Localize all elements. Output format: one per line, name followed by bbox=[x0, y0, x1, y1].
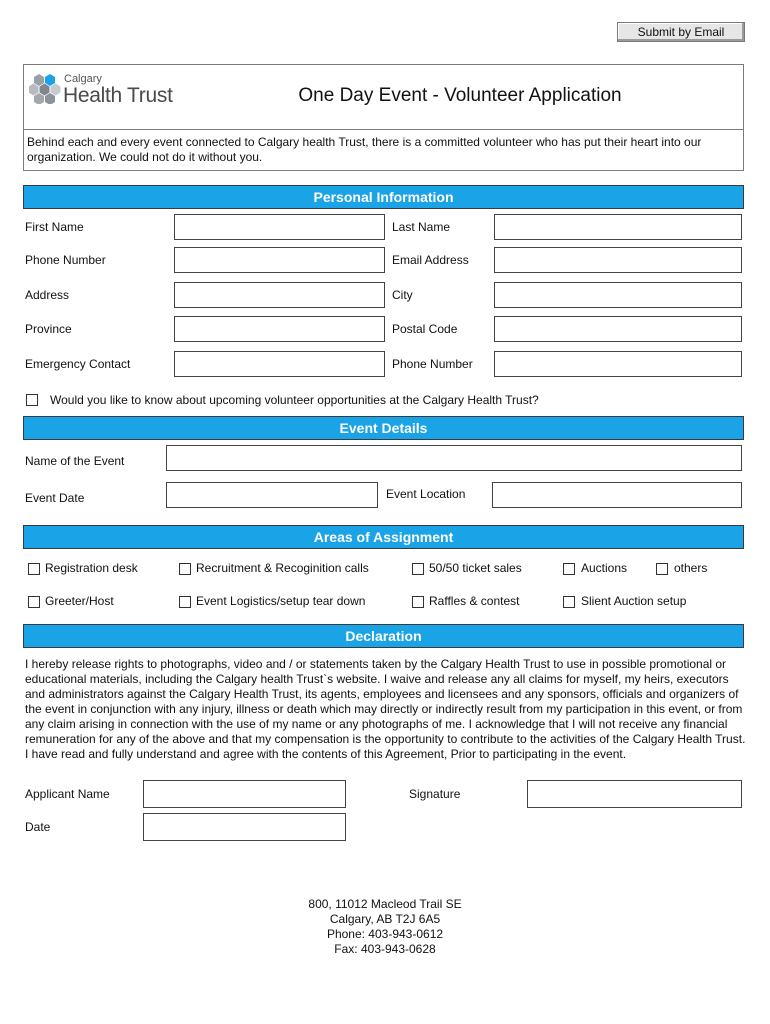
raffles-contest-label: Raffles & contest bbox=[429, 594, 520, 608]
address-input[interactable] bbox=[174, 282, 385, 308]
applicant-name-input[interactable] bbox=[143, 780, 346, 808]
date-label: Date bbox=[25, 820, 51, 834]
logo-calgary-text: Calgary bbox=[64, 73, 102, 85]
greeter-host-label: Greeter/Host bbox=[45, 594, 114, 608]
event-date-label: Event Date bbox=[25, 491, 85, 505]
event-location-label: Event Location bbox=[386, 487, 466, 501]
province-input[interactable] bbox=[174, 316, 385, 342]
emergency-phone-input[interactable] bbox=[494, 351, 742, 377]
page-title: One Day Event - Volunteer Application bbox=[298, 85, 622, 106]
email-label: Email Address bbox=[392, 253, 469, 267]
first-name-label: First Name bbox=[25, 220, 84, 234]
ticket-sales-label: 50/50 ticket sales bbox=[429, 561, 522, 575]
city-input[interactable] bbox=[494, 282, 742, 308]
opportunities-checkbox[interactable] bbox=[26, 394, 38, 406]
declaration-text: I hereby release rights to photographs, video and / or statements taken by the Calgary Health Trust to use in possible promotional or educational materials, including the Calgary health Trust`s website. I waive and release any all claims for myself, my heirs, executors and administrators against the Calgary Health Trust, its agents, employees and licensees and any sponsors, officials and organizers of the event in conjunction with any injury, illness or death which may directly or indirectly result from my participation in this event, or from any claim arising in connection with the use of my name or any photographs of me. I acknowledge that I will not receive any financial remuneration for any of the above and that my compensation is the opportunity to contribute to the activities of the Calgary Health Trust. I have read and fully understand and agree with the contents of this Agreement, Prior to participating in the event. bbox=[25, 657, 746, 761]
phone-label: Phone Number bbox=[25, 253, 106, 267]
emergency-phone-label: Phone Number bbox=[392, 357, 473, 371]
emergency-contact-input[interactable] bbox=[174, 351, 385, 377]
raffles-contest-checkbox[interactable] bbox=[412, 596, 424, 608]
date-input[interactable] bbox=[143, 813, 346, 841]
event-location-input[interactable] bbox=[492, 482, 742, 508]
postal-code-input[interactable] bbox=[494, 316, 742, 342]
recruitment-calls-label: Recruitment & Recoginition calls bbox=[196, 561, 369, 575]
section-event-details: Event Details bbox=[23, 416, 744, 440]
emergency-contact-label: Emergency Contact bbox=[25, 357, 131, 371]
ticket-sales-checkbox[interactable] bbox=[412, 563, 424, 575]
registration-desk-checkbox[interactable] bbox=[28, 563, 40, 575]
silent-auction-label: Slient Auction setup bbox=[581, 594, 687, 608]
last-name-label: Last Name bbox=[392, 220, 451, 234]
address-label: Address bbox=[25, 288, 70, 302]
logo-health-trust-text: Health Trust bbox=[63, 84, 173, 107]
silent-auction-checkbox[interactable] bbox=[563, 596, 575, 608]
email-input[interactable] bbox=[494, 247, 742, 273]
opportunities-label: Would you like to know about upcoming volunteer opportunities at the Calgary Health Trust? bbox=[50, 393, 539, 407]
auctions-label: Auctions bbox=[581, 561, 628, 575]
applicant-name-label: Applicant Name bbox=[25, 787, 110, 801]
event-logistics-checkbox[interactable] bbox=[179, 596, 191, 608]
section-areas-of-assignment: Areas of Assignment bbox=[23, 525, 744, 549]
signature-label: Signature bbox=[409, 787, 461, 801]
footer-line-city: Calgary, AB T2J 6A5 bbox=[329, 912, 441, 926]
footer-line-fax: Fax: 403-943-0628 bbox=[334, 942, 436, 956]
section-personal-information: Personal Information bbox=[23, 185, 744, 209]
logo-hexagons-icon bbox=[29, 72, 63, 104]
signature-input[interactable] bbox=[527, 780, 742, 808]
postal-code-label: Postal Code bbox=[392, 322, 458, 336]
last-name-input[interactable] bbox=[494, 214, 742, 240]
others-label: others bbox=[674, 561, 708, 575]
footer-address bbox=[0, 897, 770, 957]
submit-by-email-button[interactable]: Submit by Email bbox=[617, 22, 745, 42]
first-name-input[interactable] bbox=[174, 214, 385, 240]
event-name-label: Name of the Event bbox=[25, 454, 125, 468]
greeter-host-checkbox[interactable] bbox=[28, 596, 40, 608]
others-checkbox[interactable] bbox=[656, 563, 668, 575]
event-name-input[interactable] bbox=[166, 445, 742, 471]
auctions-checkbox[interactable] bbox=[563, 563, 575, 575]
city-label: City bbox=[392, 288, 413, 302]
recruitment-calls-checkbox[interactable] bbox=[179, 563, 191, 575]
province-label: Province bbox=[25, 322, 72, 336]
registration-desk-label: Registration desk bbox=[45, 561, 138, 575]
event-date-input[interactable] bbox=[166, 482, 378, 508]
event-logistics-label: Event Logistics/setup tear down bbox=[196, 594, 366, 608]
phone-input[interactable] bbox=[174, 247, 385, 273]
section-declaration: Declaration bbox=[23, 624, 744, 648]
intro-text: Behind each and every event connected to Calgary health Trust, there is a committed volunteer who has put their heart into our organization. We could not do it without you. bbox=[23, 130, 744, 171]
footer-line-street: 800, 11012 Macleod Trail SE bbox=[308, 897, 462, 911]
footer-line-phone: Phone: 403-943-0612 bbox=[326, 927, 444, 941]
